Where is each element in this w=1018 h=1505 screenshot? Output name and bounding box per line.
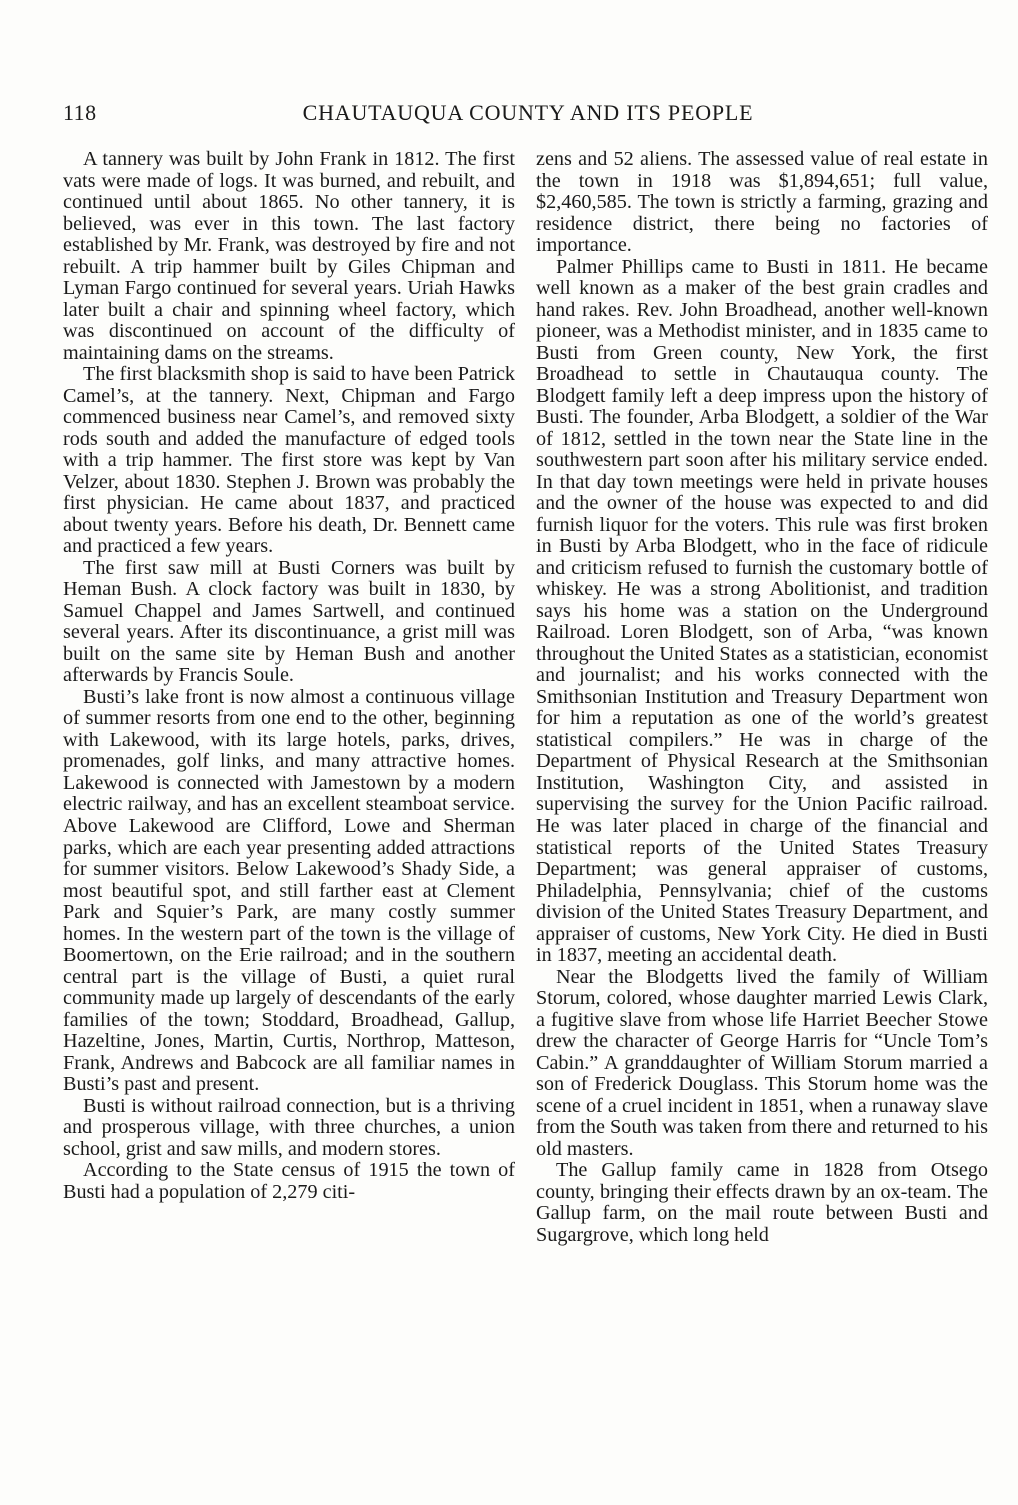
running-head: [63, 100, 993, 130]
right-column: [536, 149, 988, 1246]
paragraph-saw-mill: The first saw mill at Busti Corners was built by Heman Bush. A clock factory was built in 1830, by Samuel Chappel and James Sartwell, and continued several years. After its discontinuance, a grist mill was built on the same site by Heman Bush and another afterwards by Francis Soule.: [63, 556, 515, 687]
paragraph-census-continued: zens and 52 aliens. The assessed value of real estate in the town in 1918 was $1,894,651; full value, $2,460,585. The town is strictly a farming, grazing and residence district, there being no factories of importance.: [536, 148, 988, 257]
page-number: 118: [63, 100, 97, 125]
left-column: [63, 149, 515, 1203]
running-title: CHAUTAUQUA COUNTY AND ITS PEOPLE: [302, 100, 754, 125]
paragraph-census: According to the State census of 1915 the town of Busti had a population of 2,279 citi-: [63, 1159, 515, 1203]
paragraph-railroad: Busti is without railroad connection, but is a thriving and prosperous village, with three churches, a union school, grist and saw mills, and modern stores.: [63, 1094, 515, 1160]
paragraph-storum: Near the Blodgetts lived the family of William Storum, colored, whose daughter married Lewis Clark, a fugitive slave from whose life Harriet Beecher Stowe drew the character of George Harris for “Uncle Tom’s Cabin.” A granddaughter of William Storum married a son of Frederick Douglass. This Storum home was the scene of a cruel incident in 1851, when a runaway slave from the South was taken from there and returned to his old masters.: [536, 965, 988, 1160]
paragraph-blacksmith: The first blacksmith shop is said to have been Patrick Camel’s, at the tannery. Next, Chipman and Fargo commenced business near Camel’s, and removed sixty rods south and added the manufacture of edged tools with a trip hammer. The first store was kept by Van Velzer, about 1830. Stephen J. Brown was probably the first physician. He came about 1837, and practiced about twenty years. Before his death, Dr. Bennett came and practiced a few years.: [63, 363, 515, 558]
paragraph-tannery: A tannery was built by John Frank in 1812. The first vats were made of logs. It was burned, and rebuilt, and continued until about 1865. No other tannery, it is believed, was ever in this town. The last factory established by Mr. Frank, was destroyed by fire and not rebuilt. A trip hammer built by Giles Chipman and Lyman Fargo continued for several years. Uriah Hawks later built a chair and spinning wheel factory, which was discontinued on account of the difficulty of maintaining dams on the streams.: [63, 148, 515, 364]
paragraph-pioneers: Palmer Phillips came to Busti in 1811. He became well known as a maker of the best grain cradles and hand rakes. Rev. John Broadhead, another well-known pioneer, was a Methodist minister, and in 1835 came to Busti from Green county, New York, the first Broadhead to settle in Chautauqua county. The Blodgett family left a deep impress upon the history of Busti. The founder, Arba Blodgett, a soldier of the War of 1812, settled in the town near the State line in the southwestern part soon after his military service ended. In that day town meetings were held in private houses and the owner of the house was expected to and did furnish liquor for the voters. This rule was first broken in Busti by Arba Blodgett, who in the face of ridicule and criticism refused to furnish the customary bottle of whiskey. He was a strong Abolitionist, and tradition says his home was a station on the Underground Railroad. Loren Blodgett, son of Arba, “was known throughout the United States as a statistician, economist and journalist; and his works connected with the Smithsonian Institution and Treasury Department won for him a reputation as one of the world’s greatest statistical compilers.” He was in charge of the Department of Physical Research at the Smithsonian Institution, Washington City, and assisted in supervising the survey for the Union Pacific railroad. He was later placed in charge of the financial and statistical reports of the United States Treasury Department; was general appraiser of customs, Philadelphia, Pennsylvania; chief of the customs division of the United States Treasury Department, and appraiser of customs, New York City. He died in Busti in 1837, meeting an accidental death.: [536, 255, 988, 967]
paragraph-lake-front: Busti’s lake front is now almost a continuous village of summer resorts from one end to the other, beginning with Lakewood, with its large hotels, parks, drives, promenades, golf links, and many attractive homes. Lakewood is connected with Jamestown by a modern electric railway, and has an excellent steamboat service. Above Lakewood are Clifford, Lowe and Sherman parks, which are each year presenting added attractions for summer visitors. Below Lakewood’s Shady Side, a most beautiful spot, and still farther east at Clement Park and Squier’s Park, are many costly summer homes. In the western part of the town is the village of Boomertown, on the Erie railroad; and in the southern central part is the village of Busti, a quiet rural community made up largely of descendants of the early families of the town; Stoddard, Broadhead, Gallup, Hazeltine, Jones, Martin, Curtis, Northrop, Matteson, Frank, Andrews and Babcock are all familiar names in Busti’s past and present.: [63, 685, 515, 1096]
paragraph-gallup: The Gallup family came in 1828 from Otsego county, bringing their effects drawn by an ox-team. The Gallup farm, on the mail route between Busti and Sugargrove, which long held: [536, 1159, 988, 1246]
